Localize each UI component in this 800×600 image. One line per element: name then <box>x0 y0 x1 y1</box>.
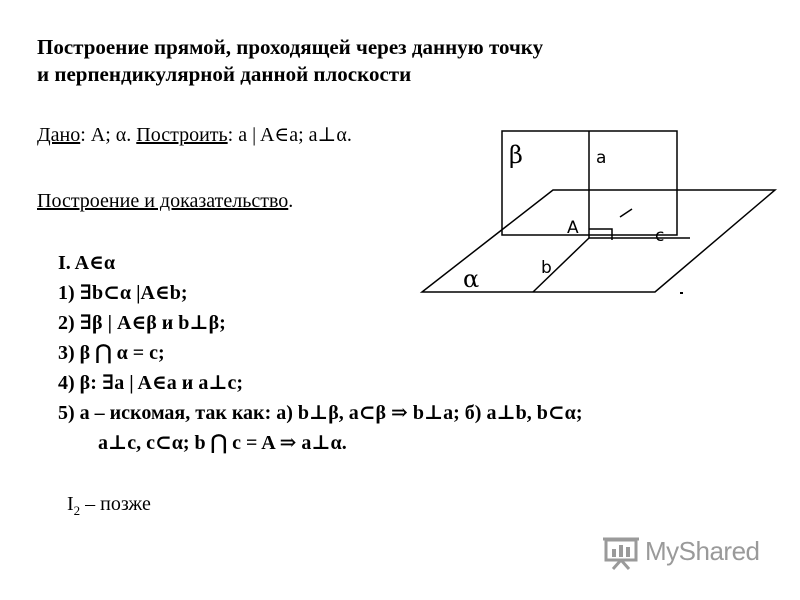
step-line: a⊥c, c⊂α; b ⋂ c = A ⇒ a⊥α. <box>98 432 347 454</box>
watermark-logo: MyShared <box>645 536 760 566</box>
label-A: A <box>567 218 579 238</box>
build-text: : a | A∈a; a⊥α. <box>227 124 352 146</box>
step-line: 5) a – искомая, так как: а) b⊥β, a⊂β ⇒ b⊥a; б) a⊥b, b⊂α; <box>58 402 583 424</box>
label-alpha: α <box>463 265 480 293</box>
later-prefix: I <box>67 493 74 515</box>
build-label: Построить <box>136 124 228 146</box>
construction-label: Построение и доказательство <box>37 190 289 212</box>
given-label: Дано <box>37 124 81 146</box>
construction-tail: . <box>288 190 294 212</box>
label-b: b <box>541 258 552 278</box>
step-line: 1) ∃b⊂α |A∈b; <box>58 282 188 304</box>
given-text: : A; α. <box>80 124 137 146</box>
later-suffix: – позже <box>80 493 151 515</box>
title-line-2: и перпендикулярной данной плоскости <box>37 62 412 86</box>
step-line: 3) β ⋂ α = c; <box>58 342 165 364</box>
label-beta: β <box>509 141 523 169</box>
dot-mark <box>680 292 683 294</box>
label-c: c <box>655 226 665 246</box>
step-line: 4) β: ∃a | A∈a и a⊥c; <box>58 372 244 394</box>
presentation-icon <box>603 536 641 570</box>
tick-mark <box>620 209 632 217</box>
step-line: I. A∈α <box>58 252 116 274</box>
title-line-1: Построение прямой, проходящей через данную точку <box>37 35 544 59</box>
later-sub: 2 <box>73 503 81 518</box>
label-a: a <box>596 148 607 168</box>
step-line: 2) ∃β | A∈β и b⊥β; <box>58 312 226 334</box>
